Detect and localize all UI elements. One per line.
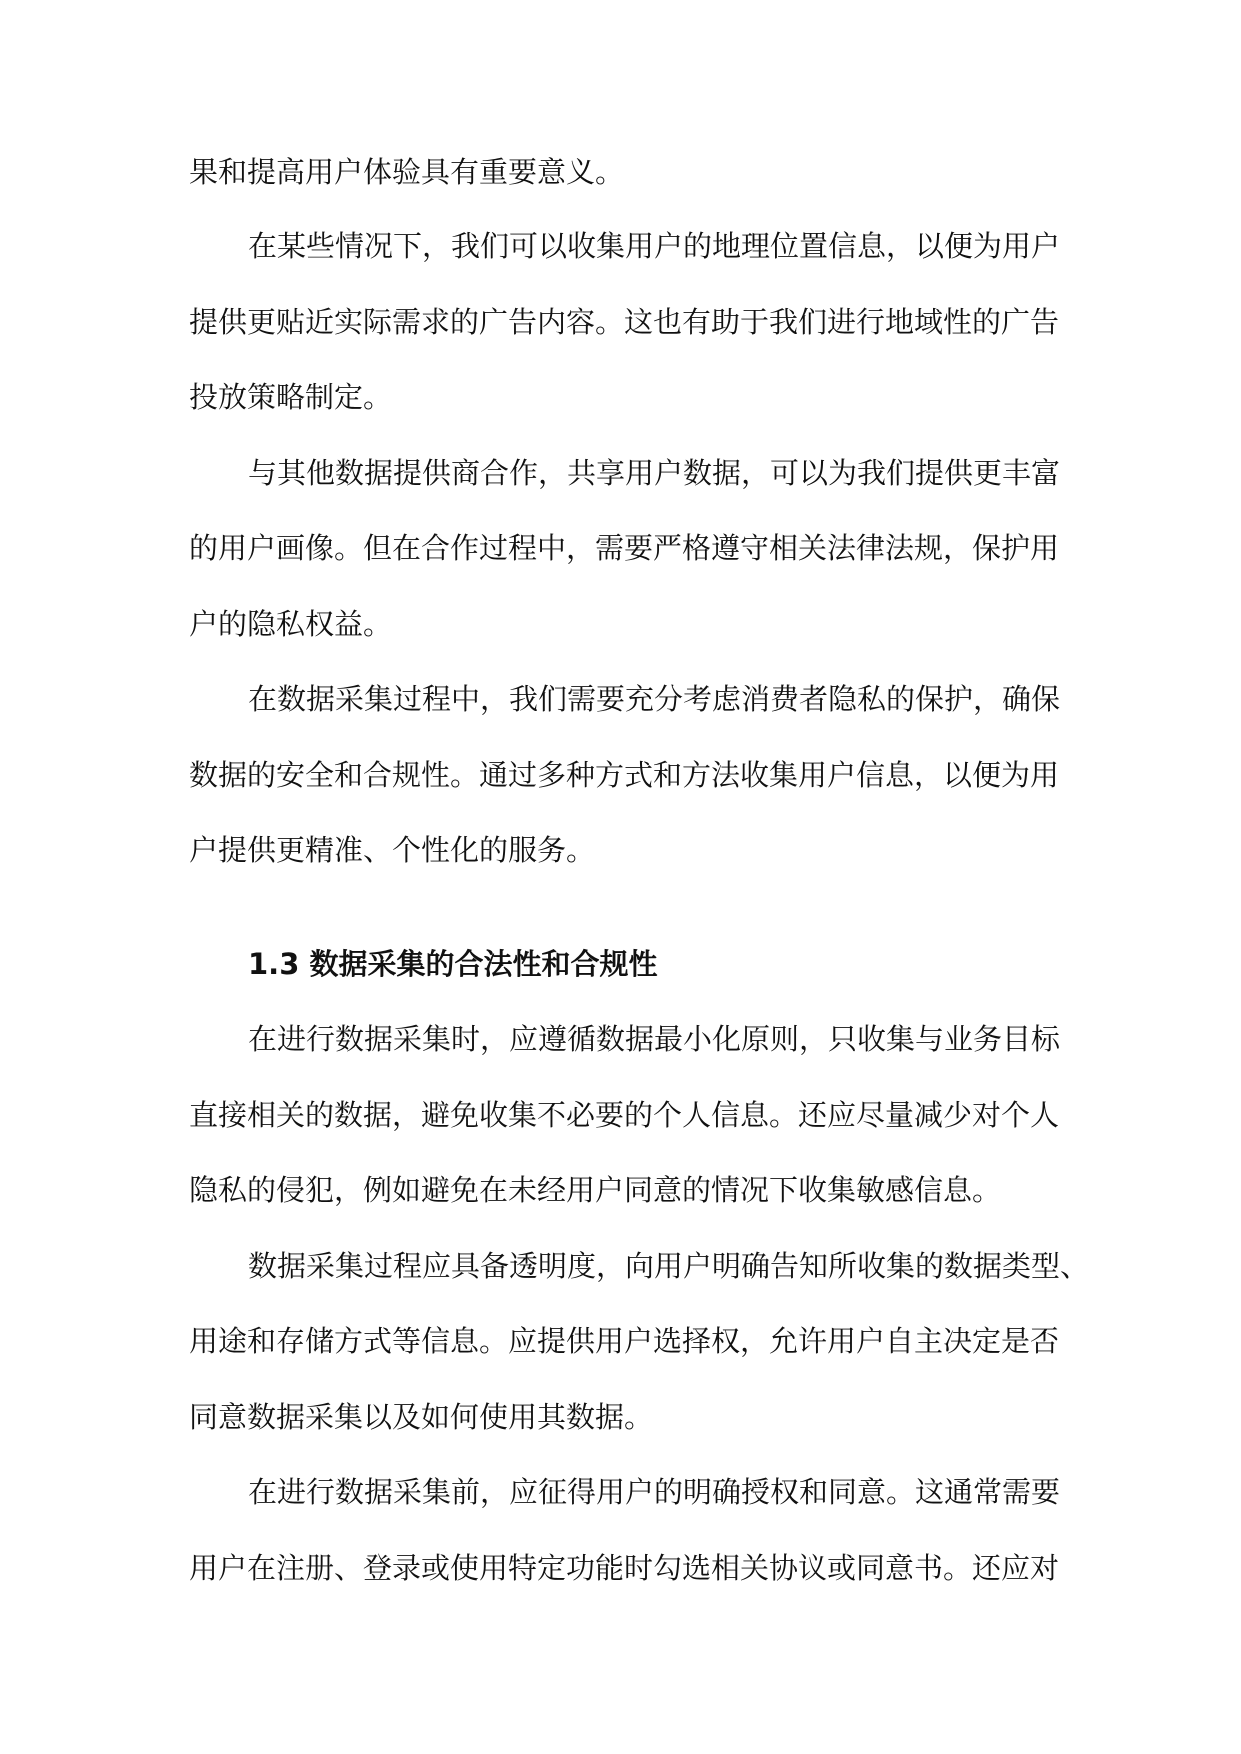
paragraph-line: 在数据采集过程中，我们需要充分考虑消费者隐私的保护，确保 — [248, 682, 1061, 716]
paragraph-line: 数据采集过程应具备透明度，向用户明确告知所收集的数据类型、 — [248, 1249, 1090, 1283]
paragraph-line: 在某些情况下，我们可以收集用户的地理位置信息，以便为用户 — [248, 229, 1061, 263]
paragraph-line: 用户在注册、登录或使用特定功能时勾选相关协议或同意书。还应对 — [189, 1551, 1060, 1585]
paragraph-line: 投放策略制定。 — [189, 380, 393, 414]
paragraph-line: 户提供更精准、个性化的服务。 — [189, 833, 596, 867]
paragraph-line: 用途和存储方式等信息。应提供用户选择权，允许用户自主决定是否 — [189, 1324, 1060, 1358]
section-heading: 1.3 数据采集的合法性和合规性 — [248, 947, 658, 981]
paragraph-line: 在进行数据采集时，应遵循数据最小化原则，只收集与业务目标 — [248, 1022, 1061, 1056]
paragraph-line: 同意数据采集以及如何使用其数据。 — [189, 1400, 654, 1434]
paragraph-line: 隐私的侵犯，例如避免在未经用户同意的情况下收集敏感信息。 — [189, 1173, 1002, 1207]
paragraph-line: 提供更贴近实际需求的广告内容。这也有助于我们进行地域性的广告 — [189, 305, 1060, 339]
paragraph-line: 的用户画像。但在合作过程中，需要严格遵守相关法律法规，保护用 — [189, 531, 1060, 565]
paragraph-line: 数据的安全和合规性。通过多种方式和方法收集用户信息，以便为用 — [189, 758, 1060, 792]
paragraph-line: 直接相关的数据，避免收集不必要的个人信息。还应尽量减少对个人 — [189, 1098, 1060, 1132]
paragraph-line: 户的隐私权益。 — [189, 607, 393, 641]
paragraph-line: 与其他数据提供商合作，共享用户数据，可以为我们提供更丰富 — [248, 456, 1061, 490]
paragraph-line: 在进行数据采集前，应征得用户的明确授权和同意。这通常需要 — [248, 1475, 1061, 1509]
paragraph-line: 果和提高用户体验具有重要意义。 — [189, 155, 625, 189]
